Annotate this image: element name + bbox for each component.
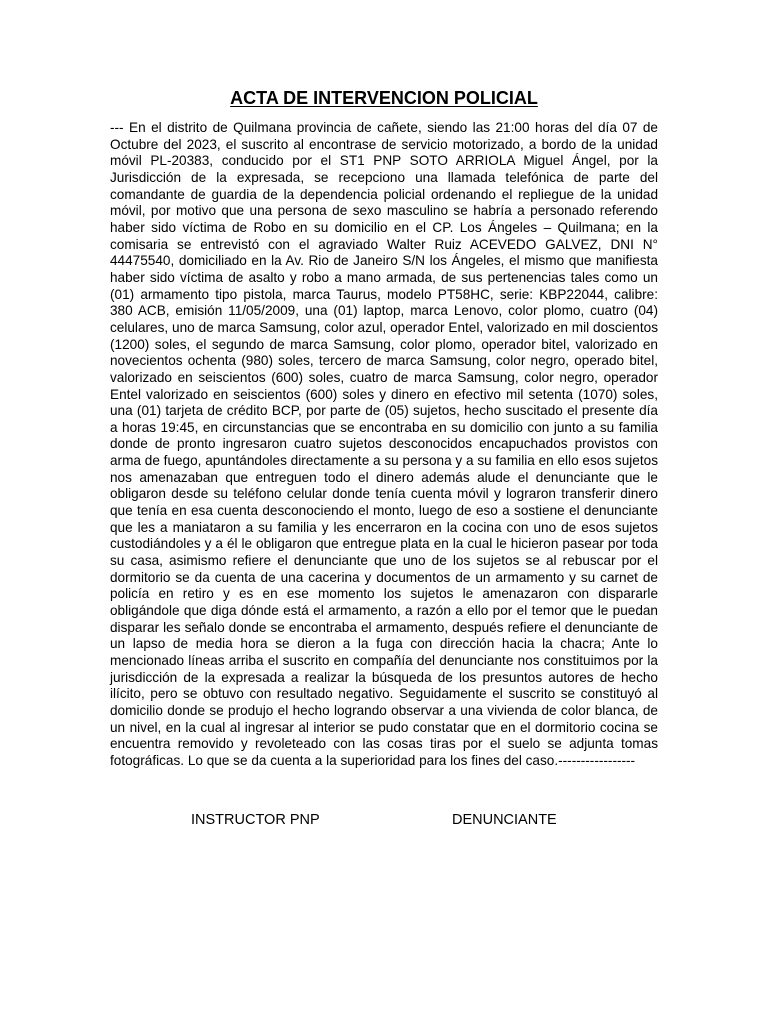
signature-instructor: INSTRUCTOR PNP [191, 812, 320, 828]
signature-denunciante: DENUNCIANTE [452, 812, 557, 828]
document-title-text: ACTA DE INTERVENCION POLICIAL [230, 88, 538, 108]
document-title [0, 86, 768, 110]
signature-block [0, 810, 768, 832]
document-body: --- En el distrito de Quilmana provincia de cañete, siendo las 21:00 horas del día 07 de Octubre del 2023, el suscrito al encontrase de servicio motorizado, a bordo de la unidad móvil PL-20383, conducido por el ST1 PNP SOTO ARRIOLA Miguel Ángel, por la Jurisdicción de la expresada, se recepciono una llamada telefónica de parte del comandante de guardia de la dependencia policial ordenando el repliegue de la unidad móvil, por motivo que una persona de sexo masculino se habría a personado referendo haber sido víctima de Robo en su domicilio en el CP. Los Ángeles – Quilmana; en la comisaria se entrevistó con el agraviado Walter Ruiz ACEVEDO GALVEZ, DNI N° 44475540, domiciliado en la Av. Rio de Janeiro S/N los Ángeles, el mismo que manifiesta haber sido víctima de asalto y robo a mano armada, de sus pertenencias tales como un (01) armamento tipo pistola, marca Taurus, modelo PT58HC, serie: KBP22044, calibre: 380 ACB, emisión 11/05/2009, una (01) laptop, marca Lenovo, color plomo, cuatro (04) celulares, uno de marca Samsung, color azul, operador Entel, valorizado en mil doscientos (1200) soles, el segundo de marca Samsung, color plomo, operador bitel, valorizado en novecientos ochenta (980) soles, tercero de marca Samsung, color negro, operado bitel, valorizado en seiscientos (600) soles, cuatro de marca Samsung, color negro, operador Entel valorizado en seiscientos (600) soles y dinero en efectivo mil setenta (1070) soles, una (01) tarjeta de crédito BCP, por parte de (05) sujetos, hecho suscitado el presente día a horas 19:45, en circunstancias que se encontraba en su domicilio con junto a su familia donde de pronto ingresaron cuatro sujetos desconocidos encapuchados provistos con arma de fuego, apuntándoles directamente a su persona y a su familia en ello esos sujetos nos amenazaban que entreguen todo el dinero además alude el denunciante que le obligaron desde su teléfono celular donde tenía cuenta móvil y lograron transferir dinero que tenía en esa cuenta desconociendo el monto, luego de eso a sostiene el denunciante que les a maniataron a su familia y les encerraron en la cocina con uno de esos sujetos custodiándoles y a él le obligaron que entregue plata en la cual le hicieron pasear por toda su casa, asimismo refiere el denunciante que uno de los sujetos se al rebuscar por el dormitorio se da cuenta de una cacerina y documentos de un armamento y su carnet de policía en retiro y es en ese momento los sujetos le amenazaron con dispararle obligándole que diga dónde está el armamento, a razón a ello por el temor que le puedan disparar les señalo donde se encontraba el armamento, después refiere el denunciante de un lapso de media hora se dieron a la fuga con dirección hacia la chacra; Ante lo mencionado líneas arriba el suscrito en compañía del denunciante nos constituimos por la jurisdicción de la expresada a realizar la búsqueda de los presuntos autores de hecho ilícito, pero se obtuvo con resultado negativo. Seguidamente el suscrito se constituyó al domicilio donde se produjo el hecho logrando observar a una vivienda de color blanca, de un nivel, en la cual al ingresar al interior se pudo constatar que en el dormitorio cocina se encuentra removido y revoleteado con las cosas tiras por el suelo se adjunta tomas fotográficas. Lo que se da cuenta a la superioridad para los fines del caso.----------------- [110, 120, 658, 768]
